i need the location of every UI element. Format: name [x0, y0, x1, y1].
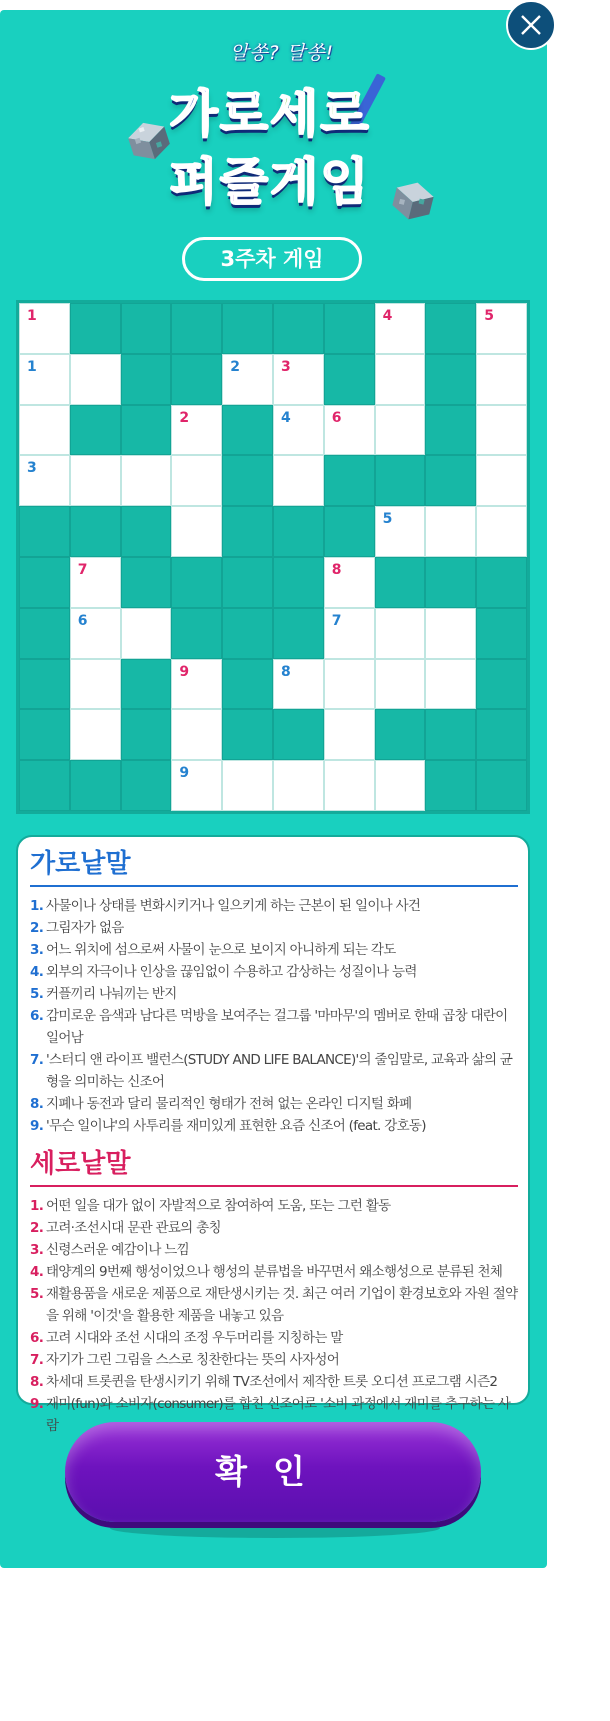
crossword-block	[19, 709, 70, 760]
clue-number: 1	[27, 358, 37, 375]
crossword-cell[interactable]	[19, 354, 70, 405]
crossword-cell[interactable]	[222, 354, 273, 405]
crossword-block	[425, 455, 476, 506]
crossword-cell[interactable]	[70, 557, 121, 608]
clue-item	[30, 1115, 518, 1137]
clue-number: 6	[77, 612, 88, 629]
crossword-block	[425, 709, 476, 760]
crossword-cell[interactable]	[70, 455, 121, 506]
clue-item	[30, 1217, 518, 1239]
crossword-block	[222, 608, 273, 659]
crossword-block	[121, 354, 172, 405]
clue-item	[30, 939, 518, 961]
crossword-cell[interactable]	[375, 354, 426, 405]
clue-item-number: 9.	[30, 1118, 44, 1134]
clue-item-number: 1.	[30, 1198, 44, 1214]
clue-number: 4	[382, 308, 393, 324]
crossword-block	[375, 709, 426, 760]
crossword-block	[19, 760, 70, 811]
clue-item	[30, 1371, 518, 1393]
crossword-cell[interactable]	[324, 608, 375, 659]
game-title-logo	[110, 30, 430, 225]
crossword-cell[interactable]	[273, 455, 324, 506]
crossword-block	[425, 760, 476, 811]
crossword-block	[425, 354, 476, 405]
crossword-block	[476, 709, 527, 760]
crossword-block	[324, 354, 375, 405]
close-icon	[520, 14, 542, 36]
crossword-block	[273, 506, 324, 557]
clue-number: 4	[280, 409, 291, 426]
clue-item-text: '무슨 일이냐'의 사투리를 재미있게 표현한 요즘 신조어 (feat. 강호동)	[46, 1118, 426, 1134]
crossword-block	[121, 659, 172, 710]
clue-number: 8	[280, 663, 291, 680]
clue-item-number: 2.	[30, 1220, 44, 1236]
week-badge: 3주차 게임	[182, 237, 362, 281]
crossword-block	[273, 608, 324, 659]
clue-item-number: 5.	[30, 1286, 44, 1302]
clue-item-number: 8.	[30, 1096, 44, 1112]
crossword-cell[interactable]	[70, 608, 121, 659]
clue-number: 9	[179, 765, 190, 782]
crossword-cell[interactable]	[324, 557, 375, 608]
clue-number: 6	[331, 409, 342, 426]
clue-item-number: 2.	[30, 920, 44, 936]
clue-item-text: 사물이나 상태를 변화시키거나 일으키게 하는 근본이 된 일이나 사건	[46, 898, 421, 914]
crossword-cell[interactable]	[324, 760, 375, 811]
title-slogan: 알쏭? 달쏭!	[229, 42, 335, 64]
across-clues-title: 가로낱말	[30, 847, 518, 887]
clue-item	[30, 983, 518, 1005]
clue-item-text: 그림자가 없음	[46, 920, 124, 936]
crossword-cell[interactable]	[375, 608, 426, 659]
clue-item	[30, 1283, 518, 1327]
crossword-block	[476, 557, 527, 608]
clue-number: 9	[179, 663, 190, 680]
clue-item-text: 커플끼리 나눠끼는 반지	[46, 986, 177, 1002]
crossword-block	[222, 405, 273, 456]
clue-item-number: 5.	[30, 986, 44, 1002]
clue-number: 7	[331, 612, 342, 629]
close-button[interactable]	[506, 0, 556, 50]
clue-item-number: 4.	[30, 964, 44, 980]
crossword-cell[interactable]	[375, 659, 426, 710]
crossword-cell[interactable]	[171, 760, 222, 811]
crossword-cell[interactable]	[70, 709, 121, 760]
clue-item-text: 신령스러운 예감이나 느낌	[46, 1242, 189, 1258]
crossword-block	[425, 557, 476, 608]
clue-number: 1	[27, 308, 37, 324]
crossword-block	[222, 303, 273, 354]
crossword-cell[interactable]	[375, 405, 426, 456]
clue-number: 5	[484, 308, 494, 324]
crossword-cell[interactable]	[425, 608, 476, 659]
confirm-button[interactable]: 확인	[65, 1422, 481, 1522]
clue-item	[30, 1261, 518, 1283]
crossword-cell[interactable]	[273, 405, 324, 456]
crossword-block	[273, 709, 324, 760]
clue-item	[30, 895, 518, 917]
clue-item	[30, 1195, 518, 1217]
clue-item-text: 재미(fun)와 소비자(consumer)를 합친 신조어로 '소비 과정에서 재미를 추구하는 사람	[46, 1396, 511, 1434]
crossword-cell[interactable]	[171, 709, 222, 760]
clue-item-text: '스터디 앤 라이프 밸런스(STUDY AND LIFE BALANCE)'의 줄임말로, 교육과 삶의 균형을 의미하는 신조어	[46, 1052, 513, 1090]
clue-item-text: 어떤 일을 대가 없이 자발적으로 참여하여 도움, 또는 그런 활동	[46, 1198, 391, 1214]
clue-number: 2	[179, 409, 190, 426]
crossword-cell[interactable]	[375, 506, 426, 557]
crossword-cell[interactable]	[324, 405, 375, 456]
crossword-cell[interactable]	[375, 303, 426, 354]
crossword-block	[324, 455, 375, 506]
crossword-block	[171, 608, 222, 659]
crossword-block	[425, 303, 476, 354]
crossword-cell[interactable]	[171, 659, 222, 710]
crossword-cell[interactable]	[273, 760, 324, 811]
crossword-cell[interactable]	[476, 354, 527, 405]
crossword-block	[324, 506, 375, 557]
crossword-cell[interactable]	[19, 405, 70, 456]
clue-number: 5	[382, 511, 393, 528]
crossword-block	[171, 557, 222, 608]
clue-item-text: 태양계의 9번째 행성이었으나 행성의 분류법을 바꾸면서 왜소행성으로 분류된 천체	[46, 1264, 503, 1280]
crossword-block	[222, 506, 273, 557]
clue-item-text: 외부의 자극이나 인상을 끊임없이 수용하고 감상하는 성질이나 능력	[46, 964, 417, 980]
clue-item-text: 자기가 그린 그림을 스스로 칭찬한다는 뜻의 사자성어	[46, 1352, 340, 1368]
crossword-cell[interactable]	[425, 659, 476, 710]
down-clues-title: 세로낱말	[30, 1147, 518, 1187]
crossword-block	[375, 455, 426, 506]
clue-item-text: 재활용품을 새로운 제품으로 재탄생시키는 것. 최근 여러 기업이 환경보호와 자원 절약을 위해 '이것'을 활용한 제품을 내놓고 있음	[46, 1286, 518, 1324]
clue-item-number: 7.	[30, 1052, 44, 1068]
crossword-block	[171, 354, 222, 405]
crossword-block	[121, 760, 172, 811]
crossword-cell[interactable]	[19, 455, 70, 506]
clue-item-text: 고려·조선시대 문관 관료의 총칭	[46, 1220, 221, 1236]
crossword-block	[121, 506, 172, 557]
crossword-cell[interactable]	[121, 608, 172, 659]
clue-item	[30, 961, 518, 983]
clue-number: 3	[27, 460, 37, 477]
clue-item-number: 3.	[30, 942, 44, 958]
title-word-garo: 가로	[169, 85, 270, 143]
crossword-block	[70, 405, 121, 456]
clue-number: 8	[331, 561, 342, 578]
clue-item-number: 9.	[30, 1396, 44, 1412]
crossword-block	[121, 405, 172, 456]
crossword-block	[324, 303, 375, 354]
clue-number: 7	[77, 561, 88, 578]
crossword-block	[273, 303, 324, 354]
crossword-block	[476, 760, 527, 811]
crossword-cell[interactable]	[273, 354, 324, 405]
crossword-cell[interactable]	[476, 506, 527, 557]
crossword-block	[70, 760, 121, 811]
clue-number: 2	[230, 358, 240, 375]
clue-item-number: 8.	[30, 1374, 44, 1390]
clue-item-number: 6.	[30, 1008, 44, 1024]
clue-item	[30, 1049, 518, 1093]
crossword-cell[interactable]	[476, 405, 527, 456]
clue-item-text: 지폐나 동전과 달리 물리적인 형태가 전혀 없는 온라인 디지털 화폐	[46, 1096, 412, 1112]
title-line-1	[110, 74, 430, 146]
crossword-cell[interactable]	[171, 405, 222, 456]
clue-item	[30, 1239, 518, 1261]
crossword-cell[interactable]	[273, 659, 324, 710]
clue-item-number: 1.	[30, 898, 44, 914]
clue-item-text: 고려 시대와 조선 시대의 조정 우두머리를 지칭하는 말	[46, 1330, 343, 1346]
crossword-block	[19, 608, 70, 659]
clue-item-number: 7.	[30, 1352, 44, 1368]
clues-panel	[16, 835, 530, 1434]
crossword-block	[375, 557, 426, 608]
crossword-cell[interactable]	[171, 455, 222, 506]
title-word-sero: 세로	[270, 85, 371, 143]
crossword-block	[171, 303, 222, 354]
clue-item	[30, 1349, 518, 1371]
clue-item	[30, 1005, 518, 1049]
crossword-cell[interactable]	[19, 303, 70, 354]
clue-item-number: 4.	[30, 1264, 44, 1280]
crossword-cell[interactable]	[476, 455, 527, 506]
crossword-block	[222, 557, 273, 608]
crossword-cell[interactable]	[375, 760, 426, 811]
clue-item-number: 6.	[30, 1330, 44, 1346]
crossword-block	[19, 557, 70, 608]
crossword-block	[121, 709, 172, 760]
crossword-block	[425, 405, 476, 456]
across-clue-list	[30, 895, 518, 1137]
crossword-grid	[16, 300, 530, 814]
crossword-block	[476, 608, 527, 659]
crossword-block	[19, 506, 70, 557]
crossword-block	[19, 659, 70, 710]
crossword-cell[interactable]	[171, 506, 222, 557]
crossword-block	[222, 709, 273, 760]
crossword-block	[121, 557, 172, 608]
clue-number: 3	[280, 358, 291, 375]
crossword-cell[interactable]	[121, 455, 172, 506]
crossword-cell[interactable]	[324, 659, 375, 710]
crossword-cell[interactable]	[70, 354, 121, 405]
crossword-cell[interactable]	[425, 506, 476, 557]
crossword-cell[interactable]	[70, 659, 121, 710]
clue-item-number: 3.	[30, 1242, 44, 1258]
title-line-2: 퍼즐게임	[169, 153, 371, 211]
crossword-block	[222, 455, 273, 506]
crossword-cell[interactable]	[476, 303, 527, 354]
clue-item	[30, 1327, 518, 1349]
crossword-block	[70, 303, 121, 354]
crossword-block	[121, 303, 172, 354]
clue-item-text: 차세대 트롯퀸을 탄생시키기 위해 TV조선에서 제작한 트롯 오디션 프로그램 시즌2	[46, 1374, 498, 1390]
crossword-block	[273, 557, 324, 608]
down-clue-list	[30, 1195, 518, 1437]
crossword-cell[interactable]	[222, 760, 273, 811]
crossword-block	[70, 506, 121, 557]
crossword-block	[476, 659, 527, 710]
crossword-cell[interactable]	[324, 709, 375, 760]
clue-item	[30, 917, 518, 939]
clue-item	[30, 1093, 518, 1115]
clue-item-text: 어느 위치에 섬으로써 사물이 눈으로 보이지 아니하게 되는 각도	[46, 942, 396, 958]
crossword-block	[222, 659, 273, 710]
clue-item-text: 감미로운 음색과 남다른 먹방을 보여주는 걸그룹 '마마무'의 멤버로 한때 곱창 대란이 일어남	[46, 1008, 508, 1046]
